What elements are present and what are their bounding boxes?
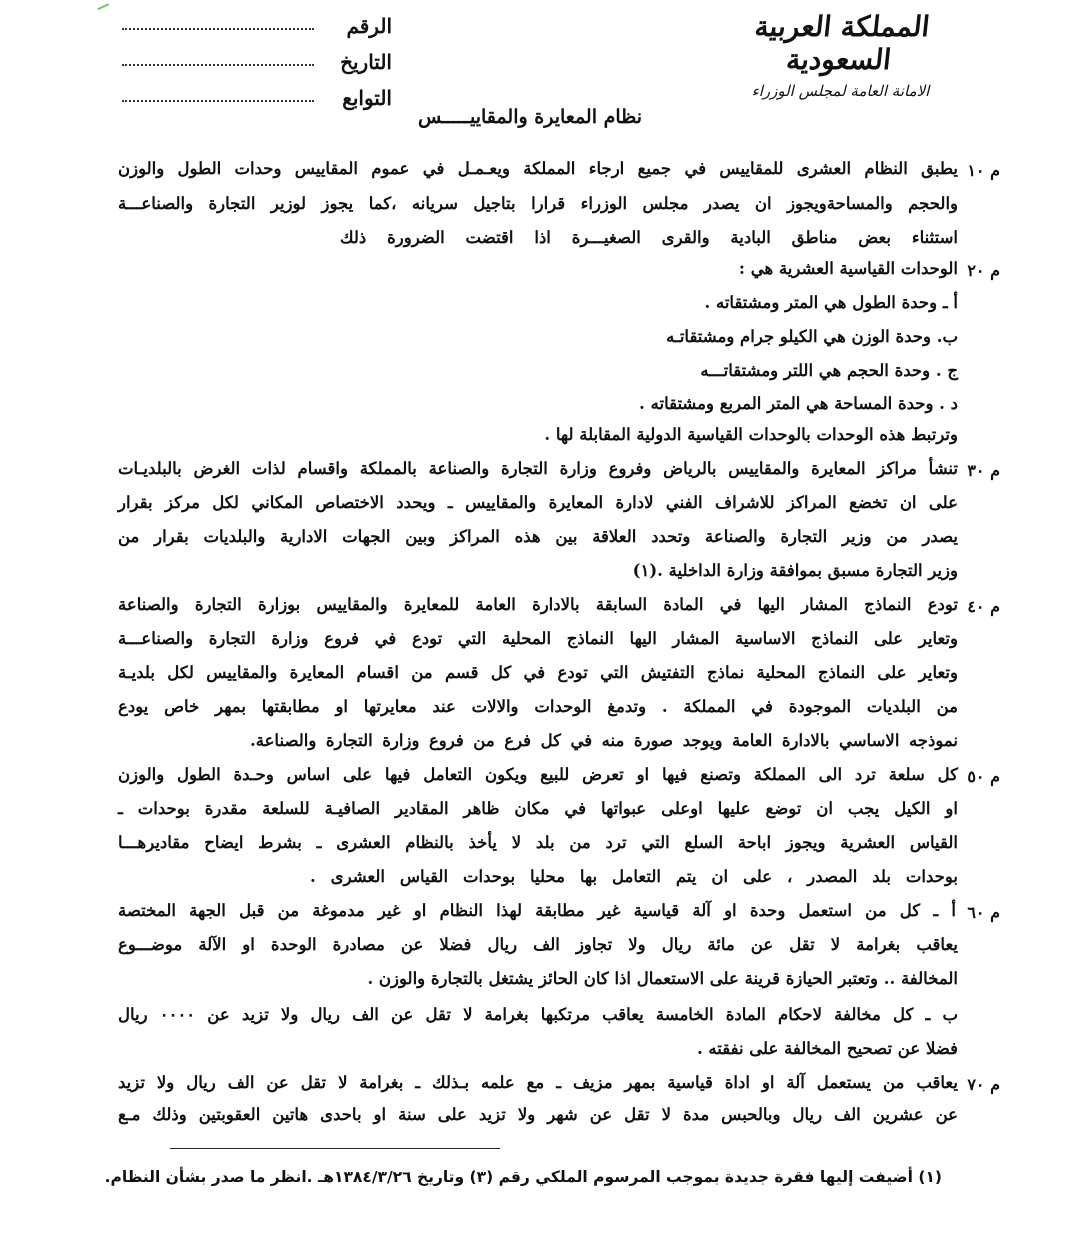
article-2-item-d: د . وحدة المساحة هي المتر المربع ومشتقاته . (639, 394, 958, 413)
article-1-line-3: استثناء بعض مناطق البادية والقرى الصغيـــرة اذا اقتضت الضرورة ذلك (340, 228, 958, 247)
footnote-divider (170, 1148, 500, 1149)
article-2-item-b: ب. وحدة الوزن هي الكيلو جرام ومشتقاتـه (666, 327, 958, 346)
ref-number-field (122, 14, 314, 30)
ref-number-label: الرقم (346, 14, 392, 38)
article-5-line-4: بوحدات بلد المصدر ، على ان يتم التعامل بها محليا بوحدات القياس العشرى . (310, 867, 958, 886)
letterhead-seal (733, 10, 948, 100)
article-6-item-a-line-3: المخالفة .. وتعتبر الحيازة قرينة على الاستعمال اذا كان الحائز يشتغل بالتجارة والوزن . (367, 969, 958, 988)
article-6-item-a-line-1: أ ـ كل من استعمل وحدة او آلة قياسية غير مطابقة لهذا النظام او غير مدموغة من قبل الجهة المختصة (118, 901, 956, 920)
attachments-row (122, 74, 392, 110)
article-7-line-1: يعاقب من يستعمل آلة او اداة قياسية بمهر مزيف ـ مع علمه بـذلك ـ بغرامة لا تقل عن الف ريال ولا تزيد (118, 1073, 958, 1092)
article-2-line-1: الوحدات القياسية العشرية هي : (738, 259, 958, 278)
article-4-line-1: تودع النماذج المشار اليها في المادة السابقة بالادارة العامة للمعايرة والمقاييس بوزارة التجارة والصناعة (118, 595, 958, 614)
article-2-item-a: أ ـ وحدة الطول هي المتر ومشتقاته . (704, 293, 958, 312)
article-4-line-5: نموذجه الاساسي بالادارة العامة ويوجد صورة منه في كل فرع من فروع وزارة التجارة والصناعة. (250, 731, 958, 750)
article-1-line-2: والحجم والمساحةويجوز ان يصدر مجلس الوزراء قرارا بتاجيل سريانه ،كما يجوز لوزير التجارة والصناعـــة (118, 194, 958, 213)
document-meta-fields (122, 2, 392, 110)
article-2-line-6: وترتبط هذه الوحدات بالوحدات القياسية الدولية المقابلة لها . (544, 425, 958, 444)
date-label: التاريخ (340, 50, 392, 74)
article-3-line-1: تنشأ مراكز المعايرة والمقاييس بالرياض وفروع وزارة التجارة والصناعة بالمملكة واقسام لذات الغرض بالبلديـات (118, 459, 958, 478)
date-field (122, 50, 314, 66)
document-title: نظام المعايرة والمقاييـــــس (417, 106, 643, 128)
article-6-item-b-line-1: ب ـ كل مخالفة لاحكام المادة الخامسة يعاقب مرتكبها بغرامة لا تقل عن الف ريال ولا تزيد عن ٠٠٠٠ ريال (118, 1005, 958, 1024)
article-number: م ١٠ (967, 161, 1000, 180)
date-row (122, 38, 392, 74)
ref-number-row (122, 2, 392, 38)
article-4-line-3: وتعاير على النماذج المحلية نماذج التفتيش التي تودع في كل قسم من اقسام المعايرة والمقاييس لكل بلديـة (118, 663, 958, 682)
article-5-line-1: كل سلعة ترد الى المملكة وتصنع فيها او تعرض للبيع ويكون التعامل فيها على اساس وحـدة الطول والوزن (118, 765, 958, 784)
article-4-line-2: وتعاير على النماذج الاساسية المشار اليها النماذج المحلية التي تودع في فروع وزارة التجارة والصناعـــة (118, 629, 958, 648)
article-6-item-a-line-2: يعاقب بغرامة لا تقل عن مائة ريال ولا تجاوز الف ريال فضلا عن مصادرة الوحدة او الآلة موضـــوع (118, 935, 958, 954)
article-number: م ٤٠ (967, 597, 1000, 616)
article-number: م ٧٠ (967, 1075, 1000, 1094)
article-2-item-c: ج . وحدة الحجم هي اللتر ومشتقاتـــه (700, 361, 958, 380)
article-4-line-4: من البلديات الموجودة في المملكة . وتدمغ الوحدات والالات عند معايرتها او مطابقتها بمهر خاص يودع (118, 697, 958, 716)
article-number: م ٦٠ (967, 903, 1000, 922)
footnote: (١) أضيفت إليها فقرة جديدة بموجب المرسوم الملكي رقم (٣) وتاريخ ١٣٨٤/٣/٢٦هـ .انظر ما صدر بشأن النظام. (104, 1168, 942, 1186)
kingdom-name: المملكة العربية السعودية (753, 10, 932, 76)
article-number: م ٣٠ (967, 461, 1000, 480)
attachments-field (122, 86, 314, 102)
article-3-line-2: على ان تخضع المراكز للاشراف الفني لادارة المعايرة والمقاييس ـ ويحدد الاختصاص المكاني لكل مركز بقرار (118, 493, 958, 512)
article-6-item-b-line-2: فضلا عن تصحيح المخالفة على نفقته . (696, 1039, 958, 1058)
article-3-line-3: يصدر من وزير التجارة والصناعة وتحدد العلاقة بين هذه المراكز وبين الجهات الادارية والبلديات بقرار من (118, 527, 958, 546)
article-3-line-4: وزير التجارة مسبق بموافقة وزارة الداخلية .(١) (632, 561, 958, 580)
article-7-line-2: عن عشرين الف ريال وبالحبس مدة لا تقل عن شهر ولا تزيد على سنة او باحدى هاتين العقوبتين وذلك مـع (118, 1105, 958, 1124)
article-number: م ٢٠ (967, 261, 1000, 280)
attachments-label: التوابع (342, 86, 392, 110)
council-secretariat-name: الامانة العامة لمجلس الوزراء (751, 82, 930, 100)
corner-mark (95, 0, 109, 10)
article-5-line-2: او الكيل يجب ان توضع عليها اوعلى عبواتها في مكان ظاهر المقادير الصافيـة للسلعة مقدرة بوحدات ـ (118, 799, 958, 818)
article-number: م ٥٠ (967, 767, 1000, 786)
article-5-line-3: القياس العشرية ويجوز اباحة السلع التي ترد من بلد لا يأخذ بالنظام العشرى ـ بشرط ايضاح مقاديرهـــا (118, 833, 958, 852)
article-1-line-1: يطبق النظام العشرى للمقاييس في جميع ارجاء المملكة ويعـمـل في عموم المقاييس وحدات الطول والوزن (118, 159, 958, 178)
